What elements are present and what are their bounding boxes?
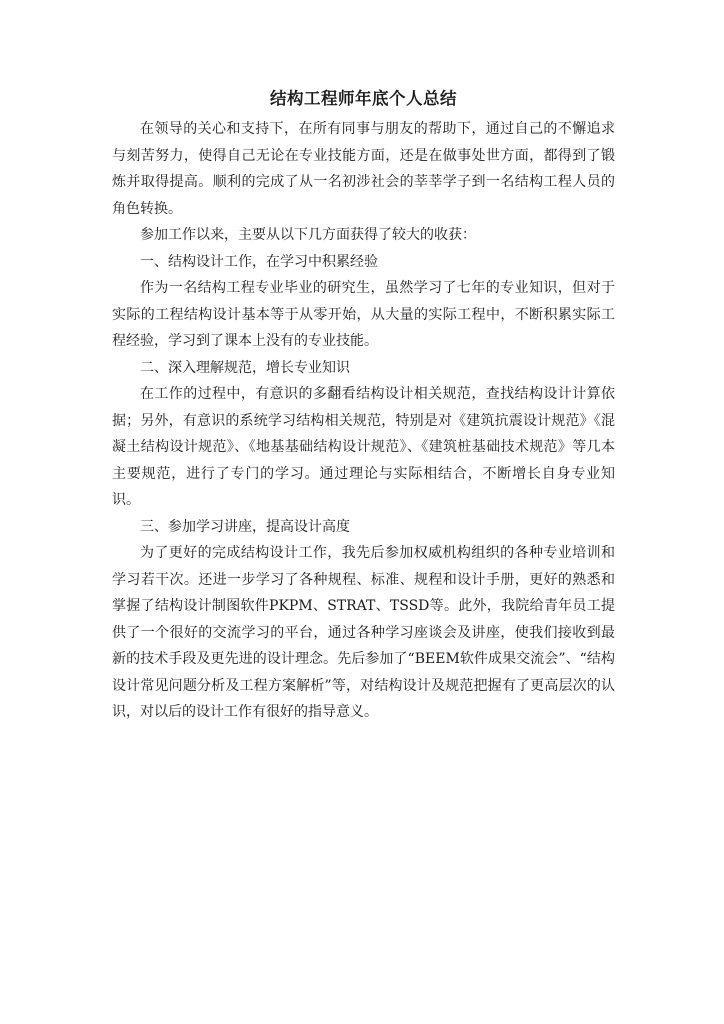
section-2-paragraph: 在工作的过程中，有意识的多翻看结构设计相关规范，查找结构设计计算依据；另外，有意识的系统学习结构相关规范，特别是对《建筑抗震设计规范》《混凝土结构设计规范》、《地基基础结构设计规范》、《建筑桩基础技术规范》等几本主要规范，进行了专门的学习。通过理论与实际相结合，不断增长自身专业知识。 — [112, 386, 615, 508]
document-title: 结构工程师年底个人总结 — [270, 89, 457, 108]
section-heading-2: 二、深入理解规范，增长专业知识 — [140, 359, 350, 376]
section-heading-1: 一、结构设计工作，在学习中积累经验 — [140, 253, 378, 270]
summary-lead-paragraph: 参加工作以来，主要从以下几方面获得了较大的收获： — [140, 227, 476, 243]
section-1-paragraph: 作为一名结构工程专业毕业的研究生，虽然学习了七年的专业知识，但对于实际的工程结构设计基本等于从零开始，从大量的实际工程中，不断积累实际工程经验，学习到了课本上没有的专业技能。 — [112, 280, 615, 349]
section-3-paragraph: 为了更好的完成结构设计工作，我先后参加权威机构组织的各种专业培训和学习若干次。还进一步学习了各种规程、标准、规程和设计手册，更好的熟悉和掌握了结构设计制图软件PKPM、STRAT、TSSD等。此外，我院给青年员工提供了一个很好的交流学习的平台，通过各种学习座谈会及讲座，使我们接收到最新的技术手段及更先进的设计理念。先后参加了“BEEM软件成果交流会”、“结构设计常见问题分析及工程方案解析”等，对结构设计及规范把握有了更高层次的认识，对以后的设计工作有很好的指导意义。 — [112, 545, 615, 720]
document-page — [112, 88, 615, 726]
intro-paragraph: 在领导的关心和支持下，在所有同事与朋友的帮助下，通过自己的不懈追求与刻苦努力，使得自己无论在专业技能方面，还是在做事处世方面，都得到了锻炼并取得提高。顺利的完成了从一名初涉社会的莘莘学子到一名结构工程人员的角色转换。 — [112, 121, 615, 217]
section-heading-3: 三、参加学习讲座，提高设计高度 — [140, 518, 350, 535]
